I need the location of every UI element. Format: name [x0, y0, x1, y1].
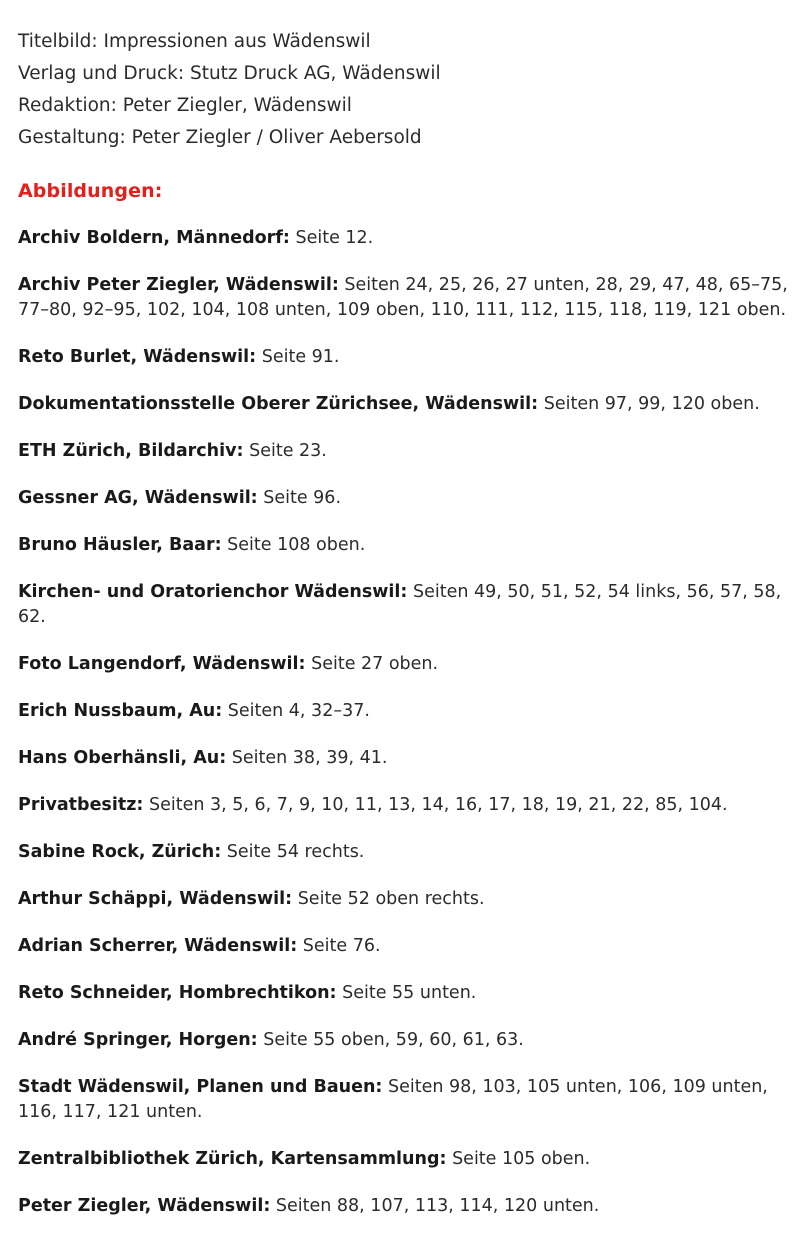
credit-entry — [18, 533, 793, 558]
credit-pages: Seite 105 oben. — [446, 1149, 591, 1169]
credits-list — [18, 226, 793, 1241]
credit-source: Kirchen- und Oratorienchor Wädenswil: — [18, 582, 408, 602]
credit-entry — [18, 981, 793, 1006]
credit-entry — [18, 1028, 793, 1053]
credit-source: Arthur Schäppi, Wädenswil: — [18, 889, 293, 909]
credit-entry — [18, 652, 793, 677]
credit-pages: Seiten 88, 107, 113, 114, 120 unten. — [270, 1196, 600, 1216]
credit-pages: Seite 91. — [256, 347, 340, 367]
credit-source: Hans Oberhänsli, Au: — [18, 748, 227, 768]
credit-source: Reto Burlet, Wädenswil: — [18, 347, 257, 367]
credit-pages: Seite 108 oben. — [221, 535, 366, 555]
credit-entry — [18, 1194, 793, 1219]
credit-pages: Seiten 38, 39, 41. — [226, 748, 388, 768]
credit-source: Zentralbibliothek Zürich, Kartensammlung: — [18, 1149, 447, 1169]
credit-source: Erich Nussbaum, Au: — [18, 701, 223, 721]
imprint-verlag: Verlag und Druck: Stutz Druck AG, Wädenswil — [18, 63, 441, 84]
credit-source: Bruno Häusler, Baar: — [18, 535, 222, 555]
credit-pages: Seite 23. — [243, 441, 327, 461]
credit-source: Privatbesitz: — [18, 795, 144, 815]
credit-pages: Seite 76. — [297, 936, 381, 956]
credit-pages: Seite 52 oben rechts. — [292, 889, 485, 909]
section-heading: Abbildungen: — [18, 180, 163, 202]
credit-pages: Seite 27 oben. — [305, 654, 439, 674]
credit-source: Archiv Peter Ziegler, Wädenswil: — [18, 275, 339, 295]
credit-source: André Springer, Horgen: — [18, 1030, 258, 1050]
credit-source: Stadt Wädenswil, Planen und Bauen: — [18, 1077, 383, 1097]
credit-source: Foto Langendorf, Wädenswil: — [18, 654, 306, 674]
credit-entry — [18, 746, 793, 771]
credit-source: Sabine Rock, Zürich: — [18, 842, 222, 862]
credit-entry — [18, 1147, 793, 1172]
credit-entry — [18, 226, 793, 251]
credit-source: Reto Schneider, Hombrechtikon: — [18, 983, 337, 1003]
credit-pages: Seite 96. — [257, 488, 342, 508]
credit-pages: Seite 54 rechts. — [221, 842, 365, 862]
imprint-block — [18, 26, 441, 154]
imprint-redaktion: Redaktion: Peter Ziegler, Wädenswil — [18, 95, 352, 116]
credit-entry — [18, 486, 793, 511]
credit-pages: Seiten 49, 50, 51, 52, 54 links, 56, 57, 58, 62. — [18, 582, 782, 627]
imprint-gestaltung: Gestaltung: Peter Ziegler / Oliver Aebersold — [18, 127, 422, 148]
credit-entry — [18, 392, 793, 417]
credit-pages: Seiten 3, 5, 6, 7, 9, 10, 11, 13, 14, 16, 17, 18, 19, 21, 22, 85, 104. — [143, 795, 728, 815]
credit-pages: Seiten 98, 103, 105 unten, 106, 109 unten, 116, 117, 121 unten. — [18, 1077, 768, 1122]
credit-entry — [18, 793, 793, 818]
credit-pages: Seiten 24, 25, 26, 27 unten, 28, 29, 47, 48, 65–75, 77–80, 92–95, 102, 104, 108 unten, 109 oben, 110, 111, 112, 115, 118, 119, 121 oben. — [18, 275, 788, 320]
credit-pages: Seite 55 unten. — [336, 983, 477, 1003]
credit-entry — [18, 699, 793, 724]
credit-pages: Seiten 97, 99, 120 oben. — [538, 394, 760, 414]
credit-source: Gessner AG, Wädenswil: — [18, 488, 258, 508]
credit-source: Peter Ziegler, Wädenswil: — [18, 1196, 271, 1216]
credit-source: ETH Zürich, Bildarchiv: — [18, 441, 244, 461]
imprint-titelbild: Titelbild: Impressionen aus Wädenswil — [18, 31, 371, 52]
credit-pages: Seiten 4, 32–37. — [222, 701, 370, 721]
credit-source: Dokumentationsstelle Oberer Zürichsee, Wädenswil: — [18, 394, 539, 414]
credit-pages: Seite 55 oben, 59, 60, 61, 63. — [257, 1030, 524, 1050]
credit-pages: Seite 12. — [289, 228, 374, 248]
credit-source: Adrian Scherrer, Wädenswil: — [18, 936, 298, 956]
credit-entry — [18, 273, 793, 323]
credit-source: Archiv Boldern, Männedorf: — [18, 228, 290, 248]
credit-entry — [18, 345, 793, 370]
credit-entry — [18, 887, 793, 912]
credit-entry — [18, 439, 793, 464]
credit-entry — [18, 840, 793, 865]
credit-entry — [18, 934, 793, 959]
credit-entry — [18, 1075, 793, 1125]
credit-entry — [18, 580, 793, 630]
